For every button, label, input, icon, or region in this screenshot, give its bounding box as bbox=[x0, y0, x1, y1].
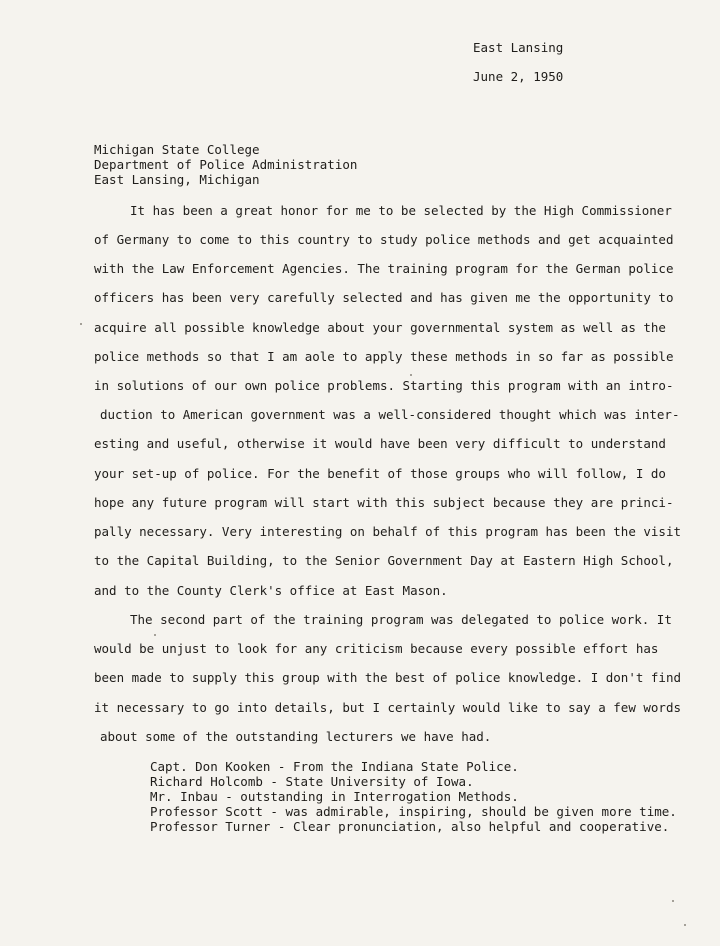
recipient-line-3: East Lansing, Michigan bbox=[94, 172, 260, 187]
paragraph-1-line-2: of Germany to come to this country to study police methods and get acquainted bbox=[94, 232, 674, 247]
paragraph-2-line-3: been made to supply this group with the best of police knowledge. I don't find bbox=[94, 670, 681, 685]
header-place: East Lansing bbox=[473, 40, 564, 55]
lecturer-item-3: Mr. Inbau - outstanding in Interrogation Methods. bbox=[150, 789, 519, 804]
paragraph-2-line-1: The second part of the training program was delegated to police work. It bbox=[130, 612, 672, 627]
paragraph-1-line-8: duction to American government was a well-considered thought which was inter- bbox=[100, 407, 680, 422]
lecturer-item-5: Professor Turner - Clear pronunciation, also helpful and cooperative. bbox=[150, 819, 670, 834]
header-date: June 2, 1950 bbox=[473, 69, 564, 84]
paragraph-1-line-5: acquire all possible knowledge about your governmental system as well as the bbox=[94, 320, 666, 335]
recipient-line-1: Michigan State College bbox=[94, 142, 260, 157]
paragraph-1-line-10: your set-up of police. For the benefit of those groups who will follow, I do bbox=[94, 466, 666, 481]
paragraph-1-line-11: hope any future program will start with this subject because they are princi- bbox=[94, 495, 674, 510]
paragraph-2-line-2: would be unjust to look for any criticism because every possible effort has bbox=[94, 641, 659, 656]
paragraph-1-line-12: pally necessary. Very interesting on behalf of this program has been the visit bbox=[94, 524, 681, 539]
lecturer-item-4: Professor Scott - was admirable, inspiring, should be given more time. bbox=[150, 804, 677, 819]
paragraph-1-line-9: esting and useful, otherwise it would have been very difficult to understand bbox=[94, 436, 666, 451]
paragraph-1-line-3: with the Law Enforcement Agencies. The training program for the German police bbox=[94, 261, 674, 276]
paper-speck bbox=[410, 374, 412, 376]
lecturer-item-2: Richard Holcomb - State University of Iowa. bbox=[150, 774, 474, 789]
paper-speck bbox=[80, 323, 82, 325]
paper-speck bbox=[672, 900, 674, 902]
paragraph-1-line-6: police methods so that I am aole to apply these methods in so far as possible bbox=[94, 349, 674, 364]
paragraph-1-line-4: officers has been very carefully selected and has given me the opportunity to bbox=[94, 290, 674, 305]
paper-speck bbox=[154, 634, 156, 636]
paragraph-2-line-4: it necessary to go into details, but I certainly would like to say a few words bbox=[94, 700, 681, 715]
paragraph-1-line-13: to the Capital Building, to the Senior Government Day at Eastern High School, bbox=[94, 553, 674, 568]
paragraph-1-line-7: in solutions of our own police problems. Starting this program with an intro- bbox=[94, 378, 674, 393]
paragraph-2-line-5: about some of the outstanding lecturers we have had. bbox=[100, 729, 492, 744]
recipient-line-2: Department of Police Administration bbox=[94, 157, 358, 172]
paragraph-1-line-14: and to the County Clerk's office at East Mason. bbox=[94, 583, 448, 598]
paragraph-1-line-1: It has been a great honor for me to be selected by the High Commissioner bbox=[130, 203, 672, 218]
paper-speck bbox=[684, 924, 686, 926]
lecturer-item-1: Capt. Don Kooken - From the Indiana State Police. bbox=[150, 759, 519, 774]
